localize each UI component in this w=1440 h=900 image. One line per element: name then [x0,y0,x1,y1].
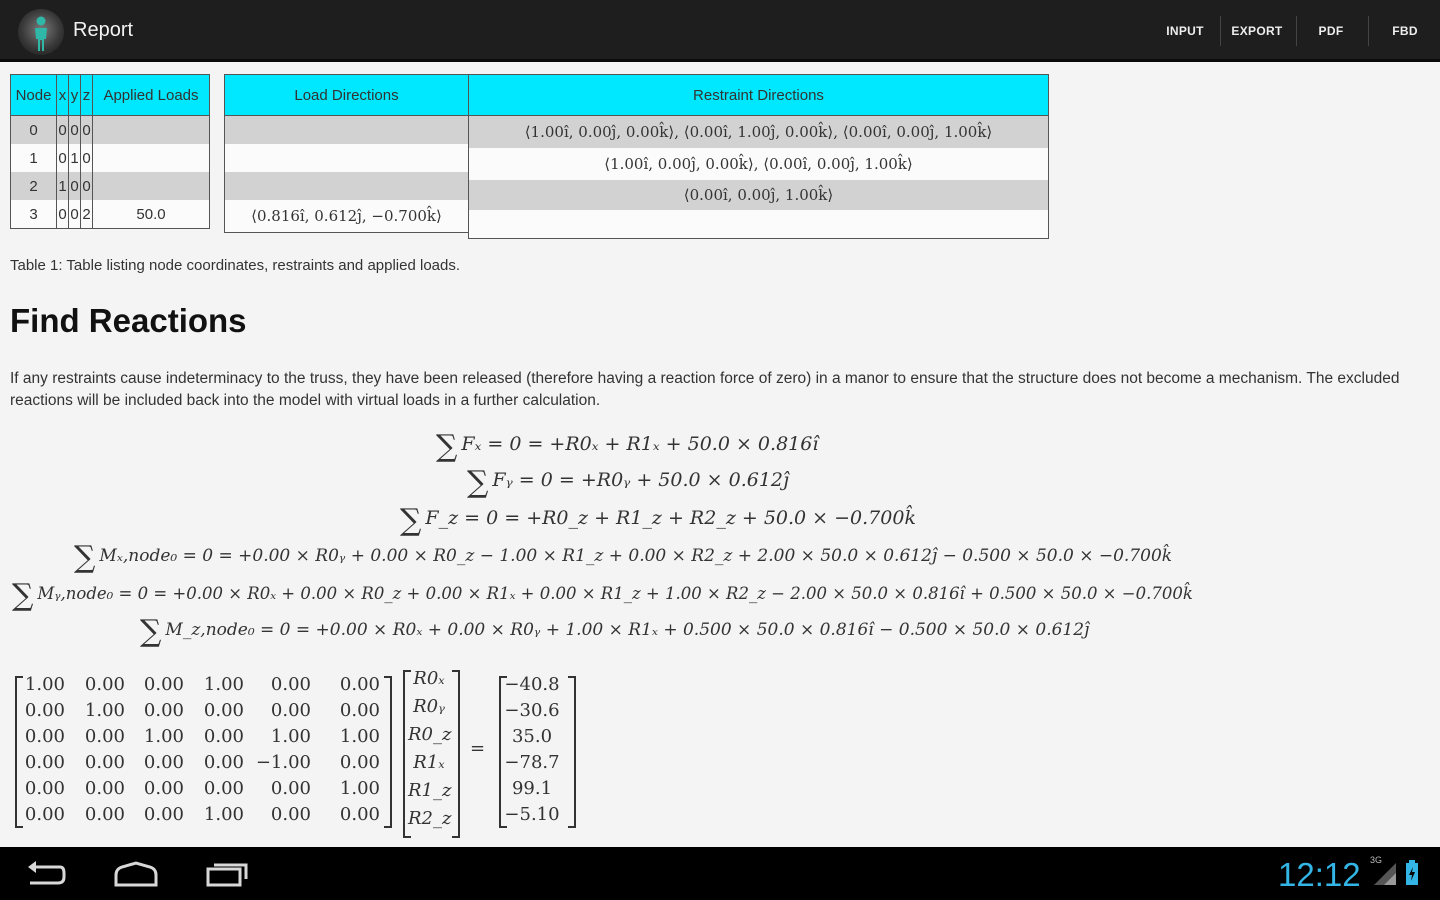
table-row [225,116,469,145]
export-action-button[interactable]: EXPORT [1231,24,1283,38]
result-bracket-right [568,676,576,828]
table-row [11,144,210,172]
back-icon[interactable] [24,857,68,895]
cell: 0 [57,144,69,172]
sum-icon: ∑ [74,540,96,575]
status-clock: 12:12 [1278,856,1361,893]
result-cell: −40.8 [504,674,560,695]
table-row [11,172,210,200]
cell: ⟨1.00î, 0.00ĵ, 0.00k̂⟩, ⟨0.00î, 0.00ĵ, 1.00k̂⟩ [469,148,1049,180]
action-divider [1296,16,1297,46]
matrix-cell: 1.00 [270,726,311,747]
cell: 0 [69,116,81,145]
table-caption: Table 1: Table listing node coordinates, restraints and applied loads. [10,257,461,274]
system-nav-bar [0,847,1440,900]
matrix-cell: 0.00 [24,804,65,825]
unknown-cell: R1ₓ [413,752,445,773]
cell [93,172,210,200]
matrix-cell: 1.00 [143,726,184,747]
action-bar [0,0,1440,62]
equation-sum-mx [74,540,1172,575]
header-applied-loads: Applied Loads [93,75,210,116]
matrix-cell: 0.00 [270,778,311,799]
node-table [10,74,210,229]
cell: ⟨0.00î, 0.00ĵ, 1.00k̂⟩ [469,180,1049,210]
input-action-button[interactable]: INPUT [1166,24,1204,38]
battery-icon [1404,859,1420,891]
unknown-cell: R0ₓ [413,668,445,689]
table-row [11,200,210,229]
sum-icon: ∑ [140,614,162,649]
matrix-cell: 0.00 [203,700,244,721]
section-title: Find Reactions [10,302,247,339]
header-x: x [57,75,69,116]
cell: 50.0 [93,200,210,229]
matrix-cell: 0.00 [143,752,184,773]
table-row [11,116,210,145]
matrix-cell: 0.00 [84,726,125,747]
cell: 1 [57,172,69,200]
matrix-cell: 0.00 [143,778,184,799]
table-row [225,144,469,172]
table-row [469,180,1049,210]
matrix-cell: 0.00 [339,700,380,721]
cell: ⟨1.00î, 0.00ĵ, 0.00k̂⟩, ⟨0.00î, 1.00ĵ, 0.00k̂⟩, ⟨0.00î, 0.00ĵ, 1.00k̂⟩ [469,116,1049,149]
cell: 1 [69,144,81,172]
cell [469,210,1049,239]
home-icon[interactable] [112,857,160,895]
cell: 0 [57,116,69,145]
cell: 0 [81,172,93,200]
sum-icon: ∑ [12,578,34,613]
cell: 0 [81,144,93,172]
matrix-cell: 0.00 [24,726,65,747]
matrix-cell: 0.00 [84,674,125,695]
restraint-directions-table [468,74,1049,239]
cell: 0 [69,172,81,200]
matrix-cell: 1.00 [339,726,380,747]
fbd-action-button[interactable]: FBD [1392,24,1418,38]
cell [93,144,210,172]
equation-text: M_z,node₀ = 0 = +0.00 × R0ₓ + 0.00 × R0ᵧ + 1.00 × R1ₓ + 0.500 × 50.0 × 0.816î − 0.500 × 50.0 × 0.612ĵ [165,620,1090,640]
matrix-cell: 0.00 [270,804,311,825]
recent-apps-icon[interactable] [204,857,250,895]
matrix-cell: 1.00 [339,778,380,799]
table-row [225,200,469,233]
matrix-equation [0,666,620,846]
cell [225,172,469,200]
unknown-cell: R0_z [408,724,452,745]
vector-bracket-right [452,670,460,838]
table-row [469,148,1049,180]
cell [225,116,469,145]
sum-icon: ∑ [400,503,422,538]
report-content[interactable] [0,62,1440,847]
cell [93,116,210,145]
matrix-cell: 0.00 [24,700,65,721]
matrix-cell: 0.00 [339,674,380,695]
pdf-action-button[interactable]: PDF [1318,24,1344,38]
header-y: y [69,75,81,116]
description-paragraph: If any restraints cause indeterminacy to the truss, they have been released (therefore having a reaction force of zero) in a manor to ensure that the structure does not become a mechanism. The excluded reactions will be included back into the model with virtual loads in a further calculation. [10,370,1400,409]
header-z: z [81,75,93,116]
cell: ⟨0.816î, 0.612ĵ, −0.700k̂⟩ [225,200,469,233]
unknown-cell: R0ᵧ [413,696,445,717]
cell: 2 [81,200,93,229]
equation-text: Mᵧ,node₀ = 0 = +0.00 × R0ₓ + 0.00 × R0_z + 0.00 × R1ₓ + 0.00 × R1_z + 1.00 × R2_z − 2.00 × 50.0 × 0.816î + 0.500 × 50.0 × −0.700k̂ [37,584,1193,603]
matrix-cell: 0.00 [203,778,244,799]
action-divider [1220,16,1221,46]
result-cell: 35.0 [511,726,553,747]
app-title: Report [73,19,134,41]
cell: 0 [69,200,81,229]
unknown-cell: R2_z [408,808,452,829]
table-row [225,172,469,200]
matrix-cell: 0.00 [84,804,125,825]
equation-text: Mₓ,node₀ = 0 = +0.00 × R0ᵧ + 0.00 × R0_z − 1.00 × R1_z + 0.00 × R2_z + 2.00 × 50.0 × 0.612ĵ − 0.500 × 50.0 × −0.700k̂ [99,546,1173,566]
matrix-cell: 0.00 [84,778,125,799]
equation-text: Fᵧ = 0 = +R0ᵧ + 50.0 × 0.612ĵ [492,469,789,491]
cell: 0 [11,116,57,145]
sum-icon: ∑ [467,465,489,500]
header-load-directions: Load Directions [225,75,469,116]
app-person-icon[interactable] [18,9,64,55]
matrix-cell: 0.00 [24,752,65,773]
header-restraint-directions: Restraint Directions [469,75,1049,116]
matrix-cell: 0.00 [203,752,244,773]
result-cell: −5.10 [504,804,560,825]
matrix-cell: 0.00 [339,804,380,825]
cell: 0 [81,116,93,145]
matrix-cell: 1.00 [84,700,125,721]
matrix-cell: 0.00 [203,726,244,747]
cell: 3 [11,200,57,229]
equation-sum-fz [400,503,916,538]
equation-text: Fₓ = 0 = +R0ₓ + R1ₓ + 50.0 × 0.816î [461,433,819,455]
equals-sign: = [470,738,486,759]
table-row [469,116,1049,149]
cell: 0 [57,200,69,229]
matrix-cell: 0.00 [143,674,184,695]
matrix-bracket-right [384,676,392,828]
cell: 2 [11,172,57,200]
matrix-cell: 0.00 [84,752,125,773]
equation-sum-my [12,578,1193,613]
matrix-cell: 0.00 [143,700,184,721]
matrix-cell: 1.00 [203,674,244,695]
cell [225,144,469,172]
matrix-cell: 1.00 [203,804,244,825]
sum-icon: ∑ [436,429,458,464]
table-row [469,210,1049,239]
load-directions-table [224,74,469,233]
matrix-cell: −1.00 [255,752,311,773]
unknown-cell: R1_z [408,780,452,801]
matrix-cell: 0.00 [339,752,380,773]
result-cell: −78.7 [504,752,560,773]
matrix-cell: 0.00 [143,804,184,825]
equation-sum-mz [140,614,1089,649]
cell: 1 [11,144,57,172]
equation-sum-fy [467,465,789,500]
equation-sum-fx [436,429,818,464]
network-type-label: 3G [1370,855,1383,865]
matrix-cell: 0.00 [270,674,311,695]
equation-text: F_z = 0 = +R0_z + R1_z + R2_z + 50.0 × −0.700k̂ [425,507,916,529]
matrix-cell: 1.00 [24,674,65,695]
matrix-cell: 0.00 [270,700,311,721]
result-cell: 99.1 [511,778,553,799]
matrix-cell: 0.00 [24,778,65,799]
action-divider [1368,16,1369,46]
result-cell: −30.6 [504,700,560,721]
header-node: Node [11,75,57,116]
